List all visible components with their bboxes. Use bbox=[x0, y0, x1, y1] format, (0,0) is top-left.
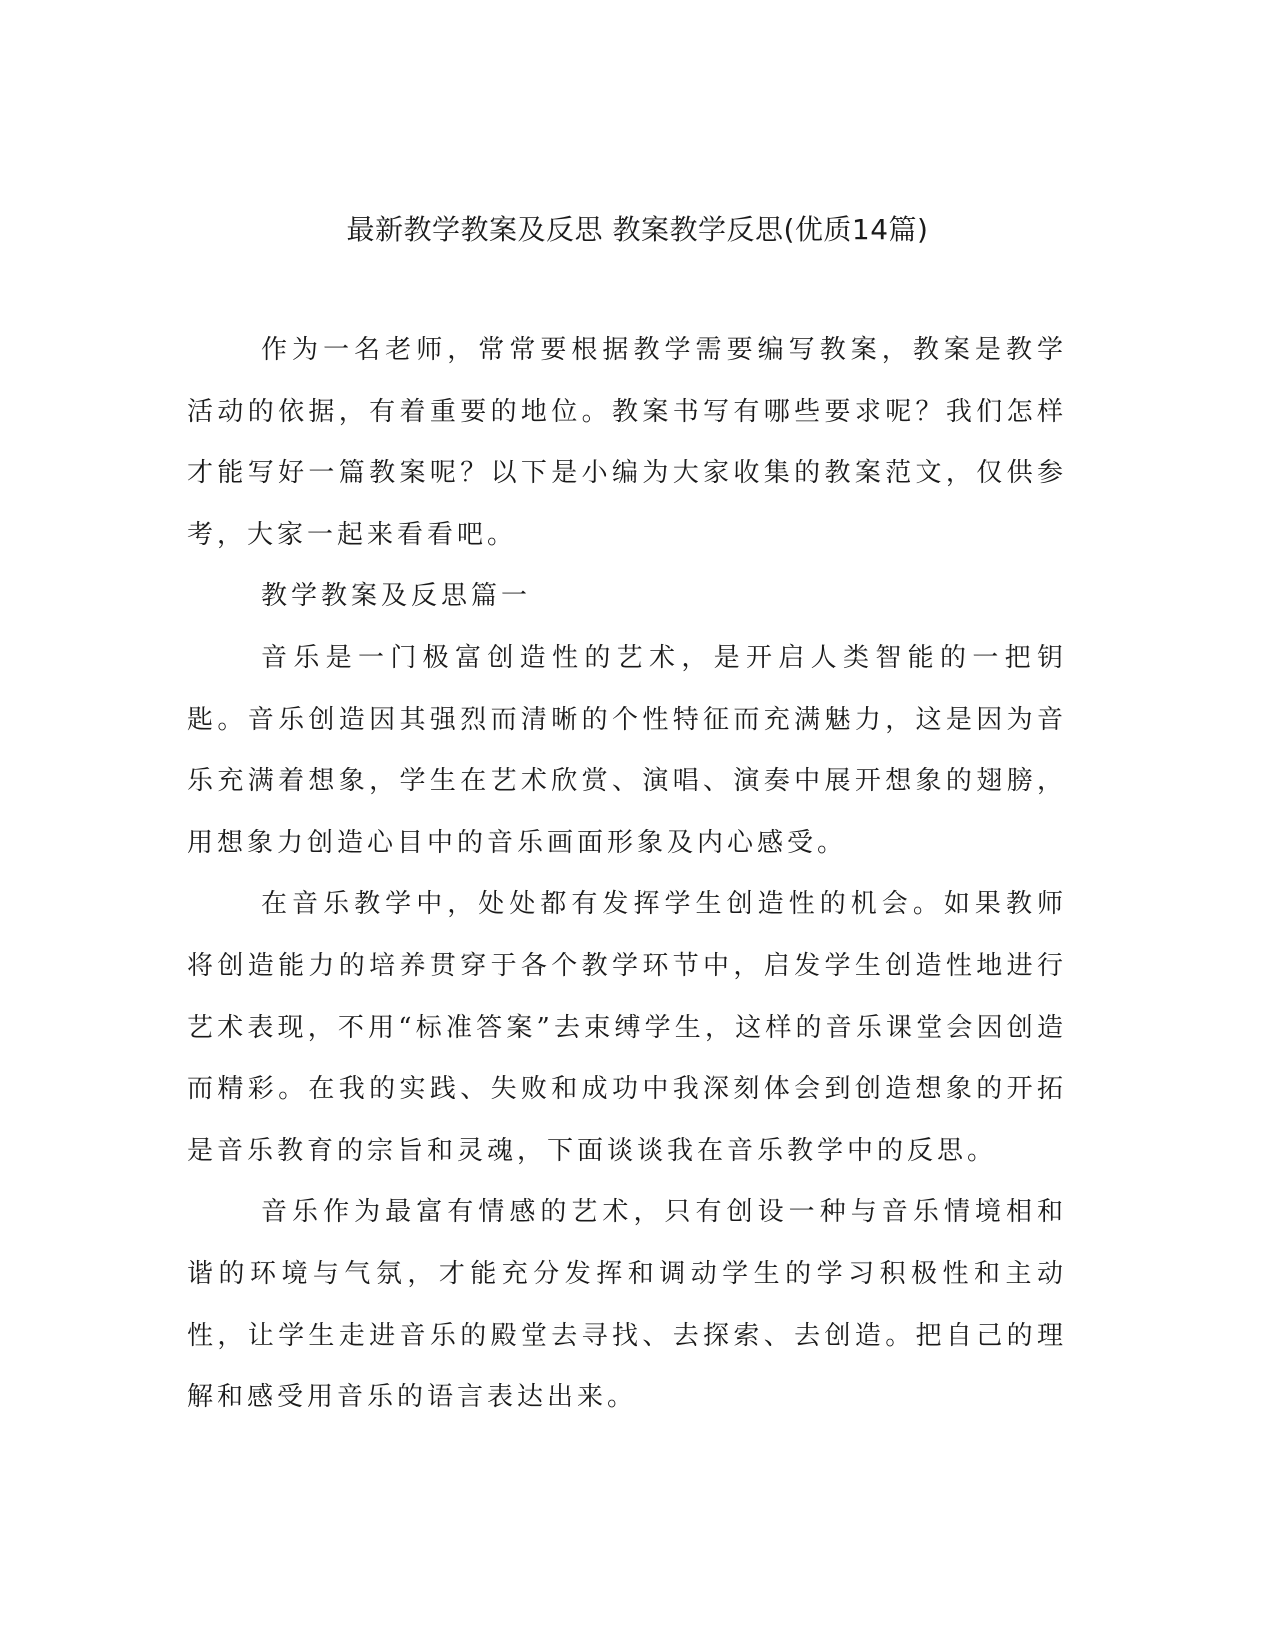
section-heading: 教学教案及反思篇一 bbox=[261, 581, 532, 612]
body-paragraph-2: 在音乐教学中，处处都有发挥学生创造性的机会。如果教师将创造能力的培养贯穿于各个教学环节中，启发学生创造性地进行艺术表现，不用“标准答案”去束缚学生，这样的音乐课堂会因创造而精彩。在我的实践、失败和成功中我深刻体会到创造想象的开拓是音乐教育的宗旨和灵魂，下面谈谈我在音乐教学中的反思。 bbox=[187, 889, 1067, 1166]
document-title: 最新教学教案及反思 教案教学反思(优质14篇) bbox=[346, 213, 929, 246]
intro-paragraph: 作为一名老师，常常要根据教学需要编写教案，教案是教学活动的依据，有着重要的地位。教案书写有哪些要求呢？我们怎样才能写好一篇教案呢？以下是小编为大家收集的教案范文，仅供参考，大家一起来看看吧。 bbox=[187, 335, 1067, 550]
body-paragraph-1: 音乐是一门极富创造性的艺术，是开启人类智能的一把钥匙。音乐创造因其强烈而清晰的个性特征而充满魅力，这是因为音乐充满着想象，学生在艺术欣赏、演唱、演奏中展开想象的翅膀，用想象力创造心目中的音乐画面形象及内心感受。 bbox=[187, 642, 1067, 858]
body-paragraph-3: 音乐作为最富有情感的艺术，只有创设一种与音乐情境相和谐的环境与气氛，才能充分发挥和调动学生的学习积极性和主动性，让学生走进音乐的殿堂去寻找、去探索、去创造。把自己的理解和感受用音乐的语言表达出来。 bbox=[187, 1197, 1067, 1413]
document-body bbox=[187, 320, 1067, 1429]
